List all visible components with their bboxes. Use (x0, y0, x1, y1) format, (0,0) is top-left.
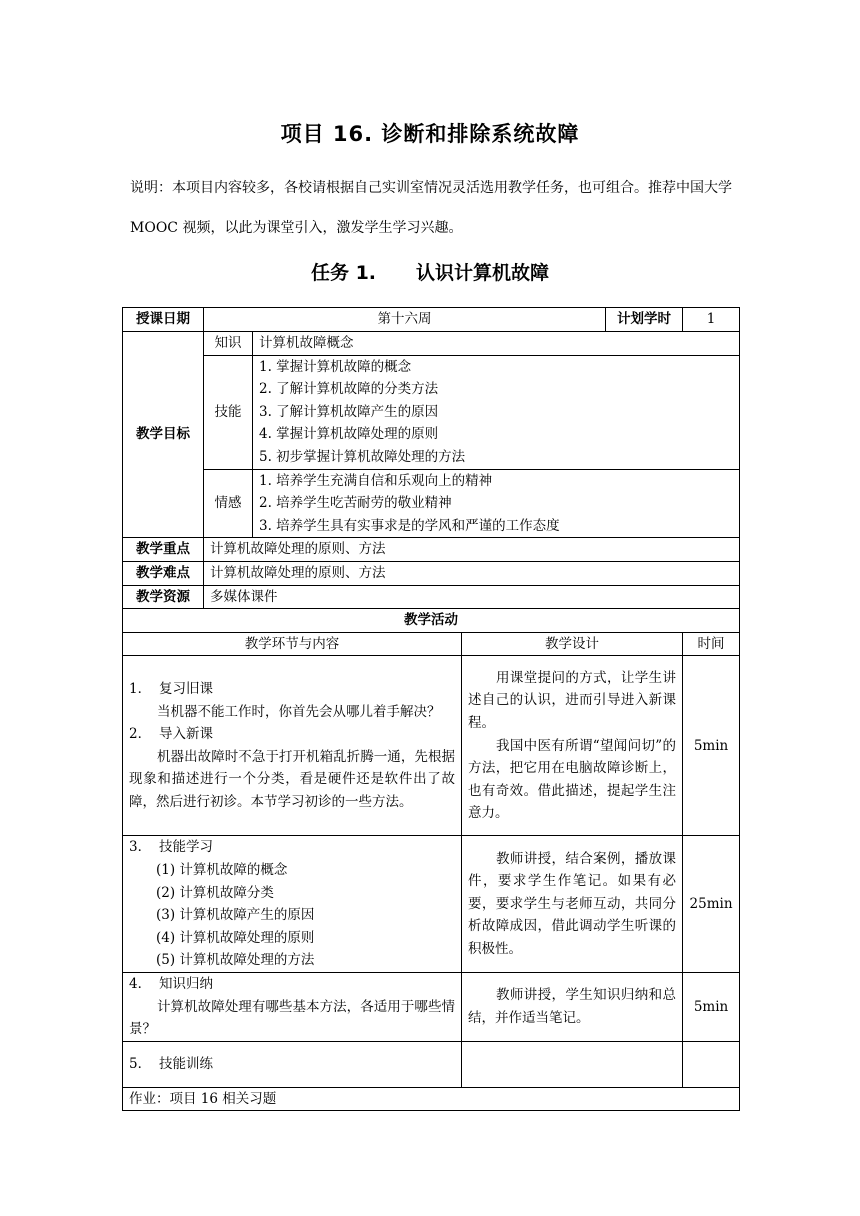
activity-time: 5min (683, 656, 740, 836)
skills-label: 技能 (204, 355, 253, 469)
section-heading (129, 723, 455, 746)
activity-row (123, 972, 740, 1041)
section-text: 计算机故障处理有哪些基本方法，各适用于哪些情景？ (129, 998, 455, 1038)
list-item: 3. 培养学生具有实事求是的学风和严谨的工作态度 (259, 517, 560, 534)
list-item: 1. 培养学生充满自信和乐观向上的精神 (259, 472, 493, 489)
section-number: 5． (129, 1056, 152, 1073)
design-text: 教师讲授，学生知识归纳和总结，并作适当笔记。 (468, 987, 677, 1026)
section-number: 1． (129, 681, 152, 698)
date-label: 授课日期 (123, 308, 204, 332)
section-number: 3． (129, 839, 152, 856)
section-title: 技能学习 (159, 839, 213, 856)
section-title: 复习旧课 (159, 681, 213, 698)
list-item: (3) 计算机故障产生的原因 (156, 907, 315, 924)
col-content-header: 教学环节与内容 (123, 632, 462, 656)
key-point-value: 计算机故障处理的原则、方法 (204, 538, 740, 562)
list-item: 5. 初步掌握计算机故障处理的方法 (259, 448, 466, 465)
activity-row (123, 1041, 740, 1087)
section-title: 技能训练 (159, 1056, 213, 1073)
skills-list (253, 355, 740, 469)
design-text: 用课堂提问的方式，让学生讲述自己的认识，进而引导进入新课程。 (468, 669, 677, 731)
resources-value: 多媒体课件 (204, 585, 740, 609)
activities-header-row (123, 632, 740, 656)
lesson-plan-table (122, 307, 740, 1111)
list-item: (2) 计算机故障分类 (156, 884, 274, 901)
col-design-header: 教学设计 (462, 632, 683, 656)
list-item: 2. 培养学生吃苦耐劳的敬业精神 (259, 495, 452, 512)
emotion-list (253, 469, 740, 538)
page-title: 项目 16. 诊断和排除系统故障 (280, 122, 580, 146)
list-item: 2. 了解计算机故障的分类方法 (259, 381, 439, 398)
task-name: 认识计算机故障 (416, 262, 550, 284)
list-item: 3. 了解计算机故障产生的原因 (259, 403, 439, 420)
date-value: 第十六周 (204, 308, 606, 332)
difficulty-label: 教学难点 (123, 561, 204, 585)
list-item: 1. 掌握计算机故障的概念 (259, 358, 412, 375)
section-heading (129, 973, 455, 996)
activity-design (462, 836, 683, 973)
key-point-row (123, 538, 740, 562)
section-text: 机器出故障时不急于打开机箱乱折腾一通，先根据现象和描述进行一个分类，看是硬件还是软件出了故障，然后进行初诊。本节学习初诊的一些方法。 (129, 748, 455, 810)
section-heading (129, 678, 455, 701)
activity-design (462, 972, 683, 1041)
objective-knowledge-row (123, 332, 740, 356)
key-point-label: 教学重点 (123, 538, 204, 562)
activity-row (123, 836, 740, 973)
activity-time (683, 1041, 740, 1087)
activity-design (462, 656, 683, 836)
hours-value: 1 (683, 308, 740, 332)
difficulty-row (123, 561, 740, 585)
emotion-label: 情感 (204, 469, 253, 538)
section-text: 当机器不能工作时，你首先会从哪儿着手解决？ (157, 703, 441, 720)
section-title: 导入新课 (159, 726, 213, 743)
homework-row (123, 1087, 740, 1111)
section-number: 2． (129, 726, 152, 743)
task-title (0, 258, 860, 285)
section-title: 知识归纳 (159, 975, 213, 992)
col-time-header: 时间 (683, 632, 740, 656)
activities-title: 教学活动 (123, 609, 740, 633)
list-item: (1) 计算机故障的概念 (156, 861, 288, 878)
homework: 作业：项目 16 相关习题 (123, 1087, 740, 1111)
activity-content (123, 972, 462, 1041)
resources-label: 教学资源 (123, 585, 204, 609)
objective-emotion-row (123, 469, 740, 538)
objective-skills-row (123, 355, 740, 469)
section-heading (129, 836, 455, 859)
activity-row (123, 656, 740, 836)
resources-row (123, 585, 740, 609)
knowledge-label: 知识 (204, 332, 253, 356)
header-row (123, 308, 740, 332)
activities-title-row (123, 609, 740, 633)
list-item: (5) 计算机故障处理的方法 (156, 952, 315, 969)
knowledge-value: 计算机故障概念 (253, 332, 740, 356)
hours-label: 计划学时 (606, 308, 683, 332)
project-note: 说明：本项目内容较多，各校请根据自己实训室情况灵活选用教学任务，也可组合。推荐中国大学 MOOC 视频，以此为课堂引入，激发学生学习兴趣。 (130, 180, 732, 236)
section-heading (129, 1053, 455, 1076)
list-item: 4. 掌握计算机故障处理的原则 (259, 426, 439, 443)
activity-content (123, 656, 462, 836)
section-number: 4． (129, 975, 152, 992)
design-text: 我国中医有所谓“望闻问切”的方法，把它用在电脑故障诊断上，也有奇效。借此描述，提起学生注意力。 (468, 737, 677, 822)
activity-time: 5min (683, 972, 740, 1041)
difficulty-value: 计算机故障处理的原则、方法 (204, 561, 740, 585)
activity-content (123, 836, 462, 973)
objectives-label: 教学目标 (123, 332, 204, 538)
task-number: 任务 1. (310, 262, 377, 284)
activity-design (462, 1041, 683, 1087)
activity-time: 25min (683, 836, 740, 973)
list-item: (4) 计算机故障处理的原则 (156, 929, 315, 946)
design-text: 教师讲授，结合案例，播放课件，要求学生作笔记。如果有必要，要求学生与老师互动，共同分析故障成因，借此调动学生听课的积极性。 (468, 850, 677, 957)
activity-content (123, 1041, 462, 1087)
